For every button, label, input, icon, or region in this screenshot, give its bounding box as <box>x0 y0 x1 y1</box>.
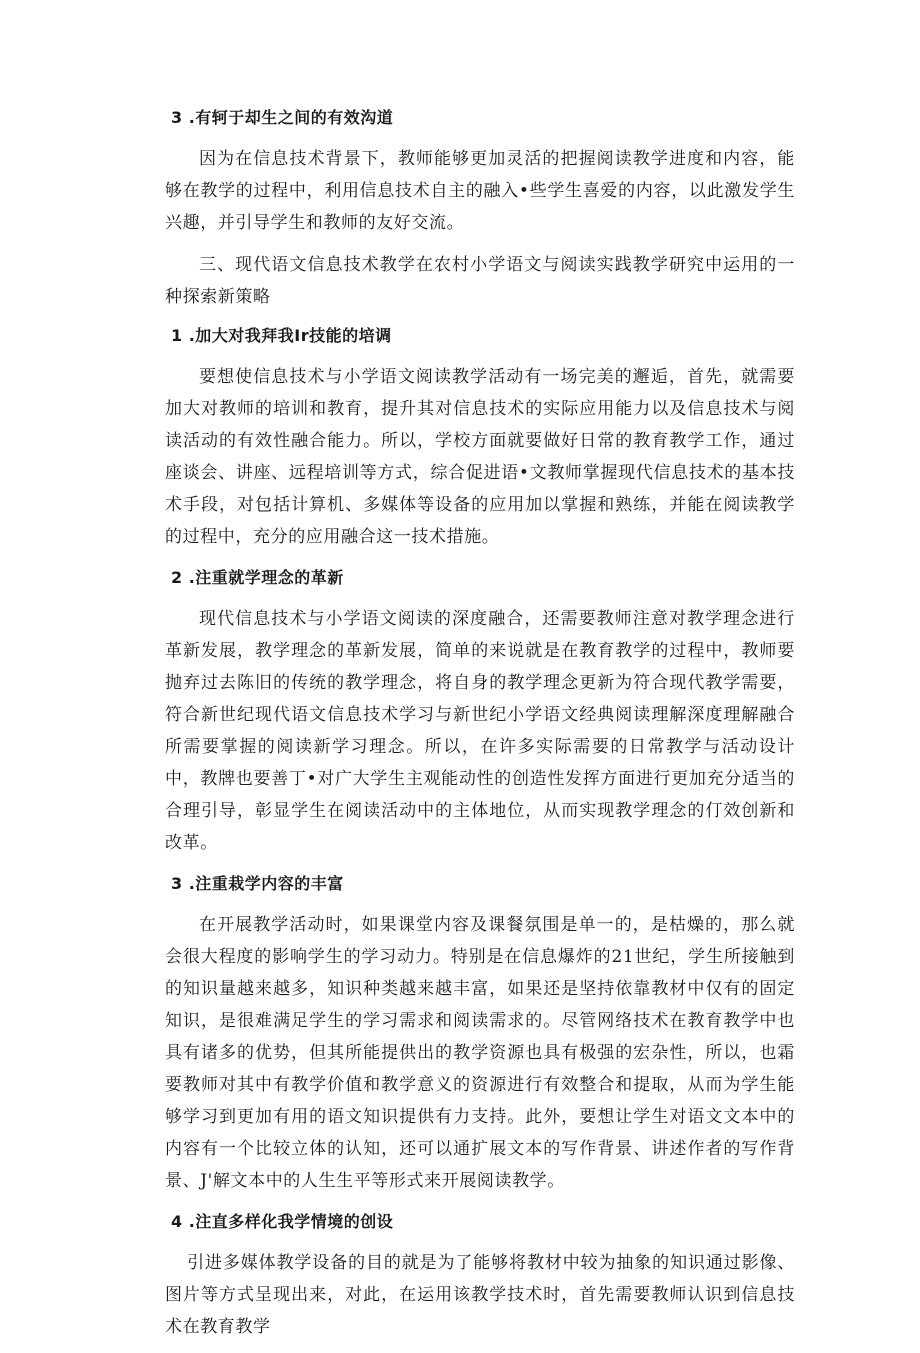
paragraph-concept: 现代信息技术与小学语文阅读的深度融合，还需要教师注意对教学理念进行革新发展，教学理念的革新发展，简单的来说就是在教育教学的过程中，教师要抛弃过去陈旧的传统的教学理念，将自身的教学理念更新为符合现代教学需要，符合新世纪现代语文信息技术学习与新世纪小学语文经典阅读理解深度理解融合所需要掌握的阅读新学习理念。所以，在许多实际需要的日常教学与活动设计中，教牌也要善丁•对广大学生主观能动性的创造性发挥方面进行更加充分适当的合理引导，彰显学生在阅读活动中的主体地位，从而实现教学理念的仃效创新和改革。 <box>165 609 795 853</box>
subsection-heading-2-concept: 2 .注重就学理念的革新 <box>171 568 344 587</box>
paragraph-situations: 引进多媒体教学设备的目的就是为了能够将教材中较为抽象的知识通过影像、图片等方式呈现出来，对此，在运用该教学技术时，首先需要教师认识到信息技术在教育教学 <box>165 1253 795 1337</box>
subsection-heading-3-content: 3 .注重栽学内容的丰富 <box>171 874 344 893</box>
paragraph-training: 要想使信息技术与小学语文阅读教学活动有一场完美的邂逅，首先，就需要加大对教师的培训和教育，提升其对信息技术的实际应用能力以及信息技术与阅读活动的有效性融合能力。所以，学校方面就要做好日常的教育教学工作，通过座谈会、讲座、远程培训等方式，综合促进语•文教师掌握现代信息技术的基本技术手段，对包括计算机、多媒体等设备的应用加以掌握和熟练，并能在阅读教学的过程中，充分的应用融合这一技术措施。 <box>165 367 795 547</box>
subsection-heading-1-training: 1 .加大对我拜我Ir技能的培调 <box>171 326 392 345</box>
paragraph-content: 在开展教学活动时，如果课堂内容及课餐氛围是单一的，是枯燥的，那么就会很大程度的影响学生的学习动力。特别是在信息爆炸的21世纪，学生所接触到的知识量越来越多，知识种类越来越丰富，如果还是坚持依靠教材中仅有的固定知识，是很难满足学生的学习需求和阅读需求的。尽管网络技术在教育教学中也具有诸多的优势，但其所能提供出的教学资源也具有极强的宏杂性，所以，也霜要教师对其中有教学价值和教学意义的资源进行有效整合和提取，从而为学生能够学习到更加有用的语文知识提供有力支持。此外，要想让学生对语文文本中的内容有一个比较立体的认知，还可以通扩展文本的写作背景、讲述作者的写作背景、J'解文本中的人生生平等形式来开展阅读教学。 <box>165 915 795 1191</box>
document-page <box>165 103 795 1353</box>
subsection-heading-3-communication: 3 .有轲于却生之间的有效沟道 <box>171 108 394 127</box>
section-heading-strategies: 三、现代语文信息技术教学在农村小学语文与阅读实践教学研究中运用的一种探索新策略 <box>165 255 795 307</box>
paragraph-communication: 因为在信息技术背景下，教师能够更加灵活的把握阅读教学进度和内容，能够在教学的过程中，利用信息技术自主的融入•些学生喜爱的内容，以此激发学生兴趣，并引导学生和教师的友好交流。 <box>165 149 795 233</box>
subsection-heading-4-situations: 4 .注直多样化我学情境的创设 <box>171 1212 394 1231</box>
